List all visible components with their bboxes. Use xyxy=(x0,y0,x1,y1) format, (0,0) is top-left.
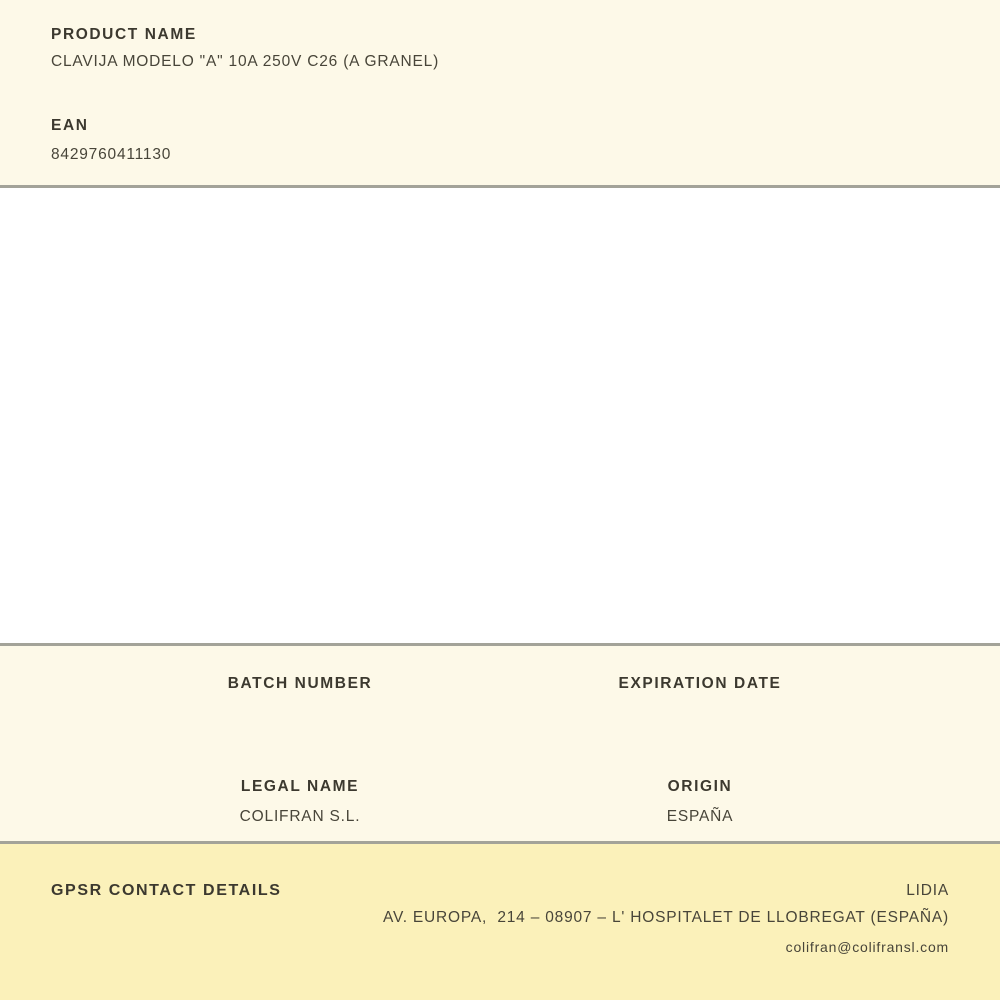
ean-label: EAN xyxy=(51,117,89,134)
contact-name: LIDIA xyxy=(906,882,949,899)
origin-field xyxy=(500,779,900,825)
details-section xyxy=(0,646,1000,841)
batch-number-label: BATCH NUMBER xyxy=(227,675,373,692)
gpsr-contact-section xyxy=(0,844,1000,1000)
product-header-section xyxy=(0,0,1000,185)
product-image-area xyxy=(0,188,1000,643)
origin-value: ESPAÑA xyxy=(666,808,734,825)
gpsr-contact-heading: GPSR CONTACT DETAILS xyxy=(51,882,282,899)
product-name-label: PRODUCT NAME xyxy=(51,26,197,43)
contact-address: AV. EUROPA, 214 – 08907 – L' HOSPITALET DE LLOBREGAT (ESPAÑA) xyxy=(382,909,949,926)
gpsr-contact-block xyxy=(282,882,949,956)
legal-name-label: LEGAL NAME xyxy=(240,778,360,795)
ean-value: 8429760411130 xyxy=(51,146,172,163)
contact-email: colifran@colifransl.com xyxy=(785,939,949,955)
batch-expiration-row xyxy=(100,676,900,706)
expiration-date-field xyxy=(500,676,900,706)
legal-name-value: COLIFRAN S.L. xyxy=(239,808,361,825)
batch-number-field xyxy=(100,676,500,706)
expiration-date-label: EXPIRATION DATE xyxy=(618,675,782,692)
product-name-value: CLAVIJA MODELO "A" 10A 250V C26 (A GRANEL) xyxy=(51,53,440,70)
legal-origin-row xyxy=(100,779,900,825)
legal-name-field xyxy=(100,779,500,825)
origin-label: ORIGIN xyxy=(667,778,733,795)
